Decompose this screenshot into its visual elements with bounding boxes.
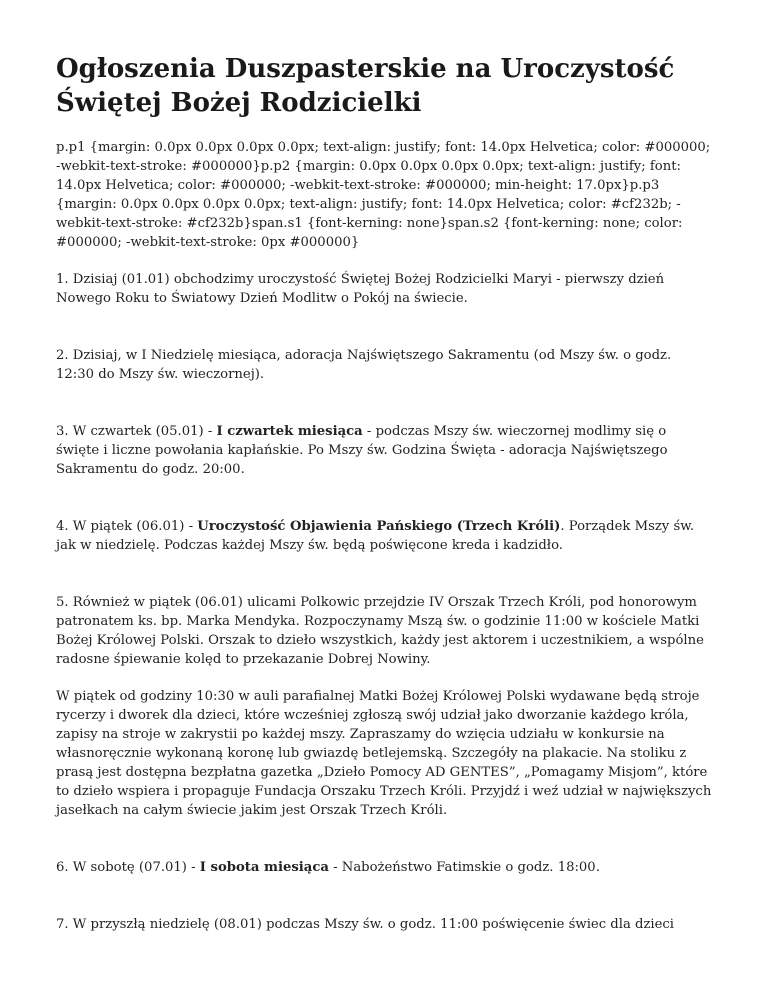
- announcement-2: 2. Dzisiaj, w I Niedzielę miesiąca, adoracja Najświętszego Sakramentu (od Mszy św. o godz. 12:30 do Mszy św. wieczornej).: [56, 348, 672, 382]
- announcement-3-suffix: - podczas Mszy św. wieczornej modlimy się o święte i liczne powołania kapłańskie. Po Mszy św. Godzina Święta - adoracja Najświętszego Sakramentu do godz. 20:00.: [56, 424, 668, 477]
- announcement-4-bold: Uroczystość Objawienia Pańskiego (Trzech Króli): [197, 519, 561, 534]
- announcement-5-details: W piątek od godziny 10:30 w auli parafialnej Matki Bożej Królowej Polski wydawane będą stroje rycerzy i dworek dla dzieci, które wcześniej zgłoszą swój udział jako dworzanie każdego króla, zapisy na stroje w zakrystii po każdej mszy. Zapraszamy do wzięcia udziału w konkursie na własnoręcznie wykonaną koronę lub gwiazdę betlejemską. Szczegóły na plakacie. Na stoliku z prasą jest dostępna bezpłatna gazetka „Dzieło Pomocy AD GENTES”, „Pomagamy Misjom”, które to dzieło wspiera i propaguje Fundacja Orszaku Trzech Króli. Przyjdź i weź udział w największych jasełkach na całym świecie jakim jest Orszak Trzech Króli.: [56, 689, 712, 818]
- announcement-3: [56, 422, 712, 479]
- css-code-text: p.p1 {margin: 0.0px 0.0px 0.0px 0.0px; text-align: justify; font: 14.0px Helvetica; color: #000000; -webkit-text-stroke: #000000}p.p2 {margin: 0.0px 0.0px 0.0px 0.0px; text-align: justify; font: 14.0px Helvetica; color: #000000; -webkit-text-stroke: #000000; min-height: 17.0px}p.p3 {margin: 0.0px 0.0px 0.0px 0.0px; text-align: justify; font: 14.0px Helvetica; color: #cf232b; -webkit-text-stroke: #cf232b}span.s1 {font-kerning: none}span.s2 {font-kerning: none; color: #000000; -webkit-text-stroke: 0px #000000}: [56, 140, 711, 250]
- announcement-3-prefix: 3. W czwartek (05.01) -: [56, 424, 217, 439]
- announcement-6-bold: I sobota miesiąca: [199, 860, 329, 875]
- announcement-1: 1. Dzisiaj (01.01) obchodzimy uroczystość Świętej Bożej Rodzicielki Maryi - pierwszy dzień Nowego Roku to Światowy Dzień Modlitw o Pokój na świecie.: [56, 272, 665, 306]
- announcement-4: [56, 517, 712, 555]
- announcement-4-prefix: 4. W piątek (06.01) -: [56, 519, 198, 534]
- announcement-6-suffix: - Nabożeństwo Fatimskie o godz. 18:00.: [328, 860, 600, 875]
- announcement-6: [56, 858, 712, 877]
- announcement-7: 7. W przyszłą niedzielę (08.01) podczas Mszy św. o godz. 11:00 poświęcenie świec dla dzieci: [56, 917, 675, 932]
- announcement-5: 5. Również w piątek (06.01) ulicami Polkowic przejdzie IV Orszak Trzech Króli, pod honorowym patronatem ks. bp. Marka Mendyka. Rozpoczynamy Mszą św. o godzinie 11:00 w kościele Matki Bożej Królowej Polski. Orszak to dzieło wszystkich, każdy jest aktorem i uczestnikiem, a wspólne radosne śpiewanie kolęd to przekazanie Dobrej Nowiny.: [56, 595, 704, 667]
- announcement-3-bold: I czwartek miesiąca: [216, 424, 363, 439]
- announcement-4-suffix: . Porządek Mszy św. jak w niedzielę. Podczas każdej Mszy św. będą poświęcone kreda i kadzidło.: [56, 519, 695, 553]
- page-title: Ogłoszenia Duszpasterskie na Uroczystość Świętej Bożej Rodzicielki: [56, 54, 675, 118]
- announcement-6-prefix: 6. W sobotę (07.01) -: [56, 860, 200, 875]
